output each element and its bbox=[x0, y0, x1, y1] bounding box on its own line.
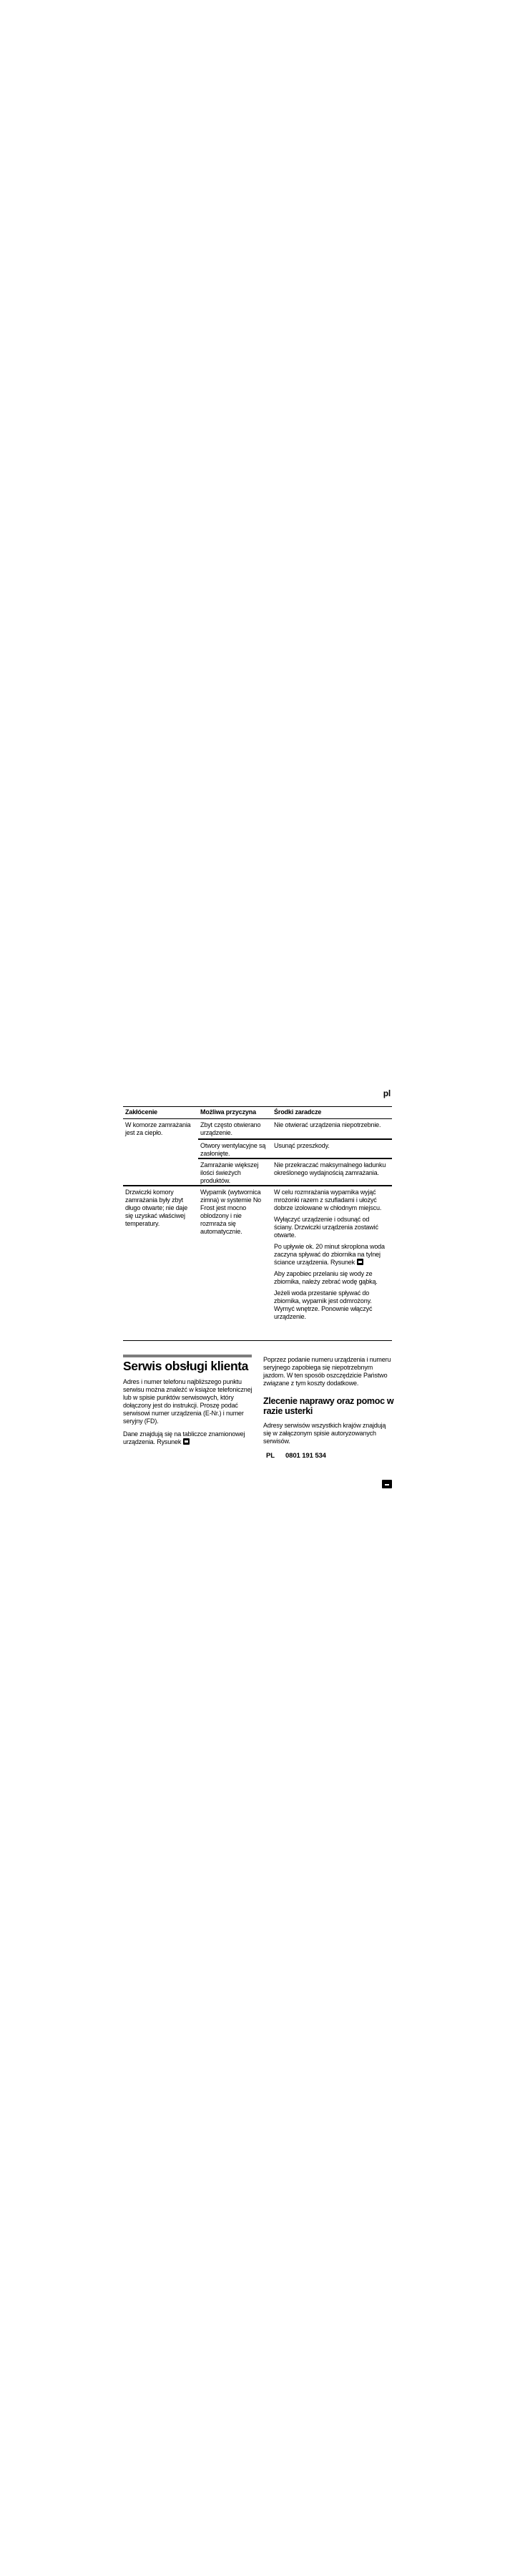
service-phone-row bbox=[263, 1452, 395, 1460]
remedy-cell bbox=[272, 1119, 392, 1139]
problem-cell: Drzwiczki komory zamrażania były zbyt długo otwarte; nie daje się uzyskać właściwej temperatury. bbox=[123, 1186, 198, 1341]
section-title: Serwis obsługi klienta bbox=[123, 1359, 249, 1373]
table-header-problem: Zakłócenie bbox=[123, 1107, 198, 1119]
remedy-cell bbox=[272, 1158, 392, 1186]
cause-cell: Otwory wentylacyjne są zasłonięte. bbox=[198, 1139, 272, 1158]
table-row bbox=[123, 1186, 392, 1341]
paragraph bbox=[123, 1430, 255, 1446]
remedy-cell bbox=[272, 1186, 392, 1341]
figure-ref-icon bbox=[357, 1259, 363, 1265]
cause-cell: Zbyt często otwierano urządzenie. bbox=[200, 1121, 261, 1136]
table-row bbox=[123, 1119, 392, 1139]
subsection-title: Zlecenie naprawy oraz pomoc w razie usterki bbox=[263, 1396, 394, 1416]
remedy-paragraph: Aby zapobiec przelaniu się wody ze zbiornika, należy zebrać wodę gąbką. bbox=[274, 1269, 378, 1285]
remedy-paragraph: Nie otwierać urządzenia niepotrzebnie. bbox=[274, 1121, 381, 1128]
page-number-badge bbox=[382, 1480, 392, 1488]
paragraph-text: Dane znajdują się na tabliczce znamionowej urządzenia. Rysunek bbox=[123, 1430, 245, 1445]
remedy-paragraph: Jeżeli woda przestanie spływać do zbiornika, wyparnik jest odmrożony. Wymyć wnętrze. Ponownie włączyć urządzenie. bbox=[274, 1289, 373, 1320]
figure-ref-icon bbox=[183, 1438, 190, 1445]
paragraph: Adres i numer telefonu najbliższego punktu serwisu można znaleźć w książce telefonicznej lub w spisie punktów serwisowych, który dołączony jest do instrukcji. Proszę podać serwisowi numer urządzenia (E-Nr.) i numer seryjny (FD). bbox=[123, 1378, 252, 1425]
phone-number: 0801 191 534 bbox=[285, 1452, 326, 1460]
troubleshooting-table bbox=[123, 1106, 392, 1341]
paragraph: Poprzez podanie numeru urządzenia i numeru seryjnego zapobiega się niepotrzebnym jazdom. W ten sposób oszczędzicie Państwo związane z tym koszty dodatkowe. bbox=[263, 1356, 391, 1387]
service-left-column bbox=[123, 1378, 255, 1451]
cause-cell: Wyparnik (wytwornica zimna) w systemie No Frost jest mocno oblodzony i nie rozmraża się automatycznie. bbox=[198, 1186, 272, 1341]
remedy-paragraph: Usunąć przeszkody. bbox=[274, 1141, 330, 1149]
language-marker: pl bbox=[383, 1088, 391, 1098]
section-divider-bar bbox=[123, 1355, 252, 1357]
remedy-paragraph: W celu rozmrażania wyparnika wyjąć mrożonki razem z szufladami i ułożyć dobrze izolowane w chłodnym miejscu. bbox=[274, 1188, 382, 1211]
table-header-cause: Możliwa przyczyna bbox=[198, 1107, 272, 1119]
cause-cell: Zamrażanie większej ilości świeżych produktów. bbox=[198, 1158, 272, 1186]
remedy-paragraph: Wyłączyć urządzenie i odsunąć od ściany. Drzwiczki urządzenia zostawić otwarte. bbox=[274, 1215, 378, 1239]
phone-country-code: PL bbox=[266, 1452, 275, 1460]
paragraph: Adresy serwisów wszystkich krajów znajdują się w załączonym spisie autoryzowanych serwisów. bbox=[263, 1422, 386, 1445]
table-header-remedy: Środki zaradcze bbox=[272, 1107, 392, 1119]
remedy-text: Po upływie ok. 20 minut skroplona woda zaczyna spływać do zbiornika na tylnej ściance urządzenia. Rysunek bbox=[274, 1242, 385, 1266]
remedy-paragraph: Nie przekraczać maksymalnego ładunku określonego wydajnością zamrażania. bbox=[274, 1161, 386, 1176]
remedy-paragraph bbox=[274, 1243, 388, 1267]
table-header-row bbox=[123, 1107, 392, 1119]
remedy-cell bbox=[272, 1139, 392, 1158]
problem-cell: W komorze zamrażania jest za ciepło. bbox=[125, 1121, 191, 1136]
service-right-column bbox=[263, 1356, 395, 1460]
